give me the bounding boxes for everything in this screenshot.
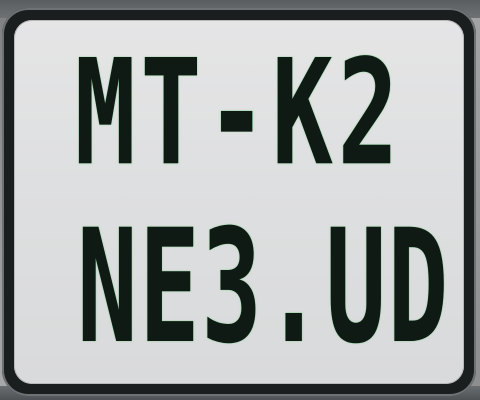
plate-line-1: MT-K2 — [74, 27, 404, 198]
plate-face — [14, 20, 464, 384]
license-plate — [2, 8, 476, 396]
plate-line-2: NE3.UD — [77, 196, 450, 380]
